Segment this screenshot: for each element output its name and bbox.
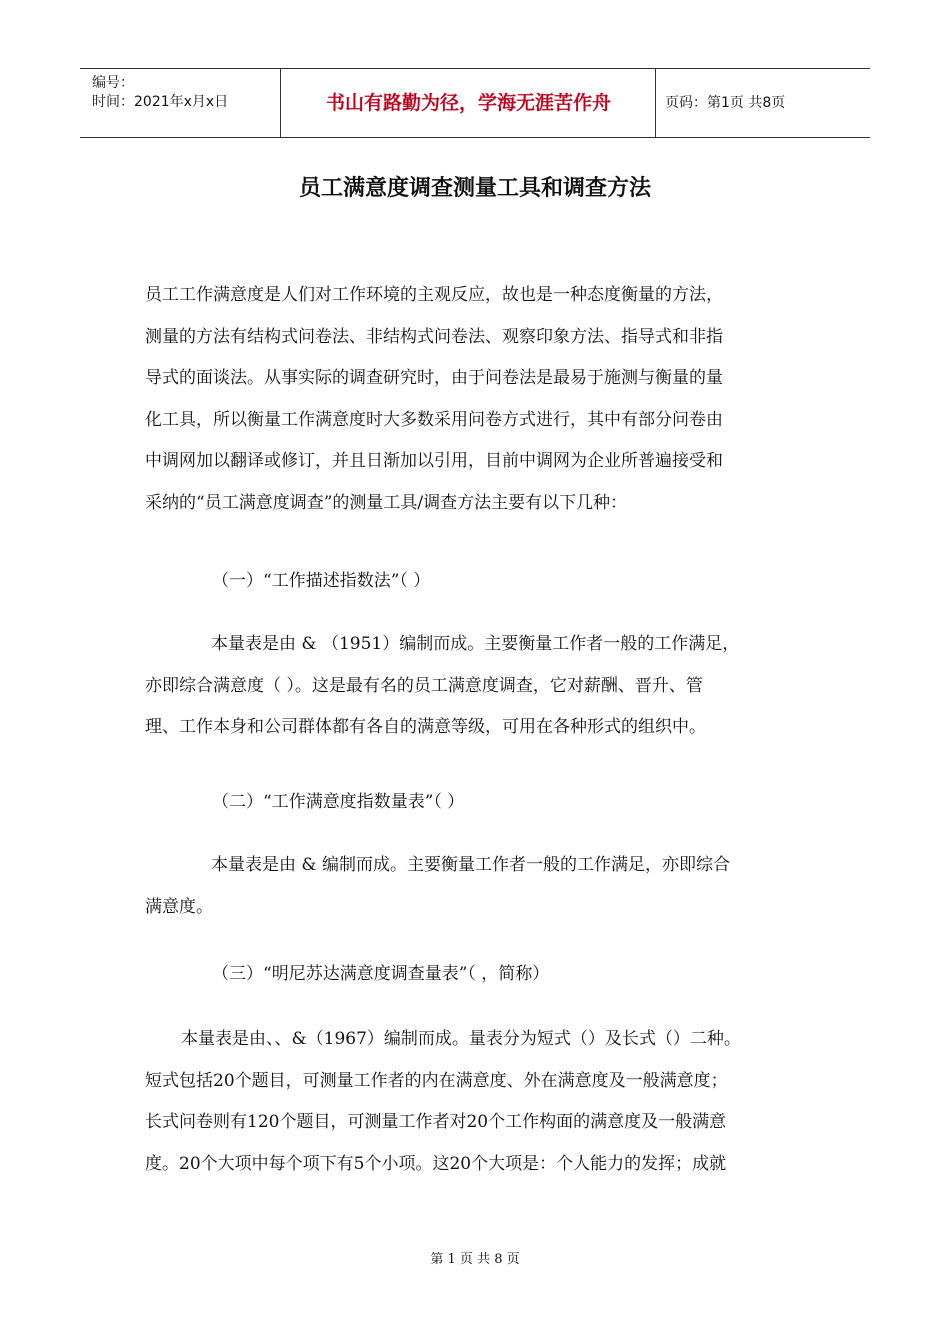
paragraph-line: 导式的面谈法。从事实际的调查研究时，由于问卷法是最易于施测与衡量的量 — [145, 368, 723, 388]
header-motto: 书山有路勤为径，学海无涯苦作舟 — [325, 92, 611, 114]
paragraph-line: 亦即综合满意度（ ）。这是最有名的员工满意度调查，它对薪酬、晋升、管 — [145, 675, 703, 696]
section-heading-text: （三）“明尼苏达满意度调查量表”（ ，简称） — [212, 964, 550, 984]
header-divider-left — [280, 69, 281, 137]
paragraph-line: 本量表是由 & （1951）编制而成。主要衡量工作者一般的工作满足， — [211, 634, 740, 654]
paragraph-line: 员工工作满意度是人们对工作环境的主观反应，故也是一种态度衡量的方法， — [145, 285, 723, 305]
section-3-paragraph — [145, 1019, 810, 1185]
paragraph-line: 满意度。 — [145, 896, 213, 917]
section-heading-3 — [212, 954, 877, 996]
paragraph-line: 采纳的“员工满意度调查”的测量工具/调查方法主要有以下几种： — [145, 492, 628, 513]
paragraph-line: 长式问卷则有120个题目，可测量工作者对20个工作构面的满意度及一般满意 — [145, 1112, 727, 1132]
paragraph-line: 短式包括20个题目，可测量工作者的内在满意度、外在满意度及一般满意度； — [145, 1070, 728, 1091]
document-date-label: 时间：2021年x月x日 — [92, 94, 229, 110]
page-footer: 第 1 页 共 8 页 — [430, 1252, 520, 1267]
section-heading-1 — [212, 561, 877, 603]
paragraph-line: 本量表是由、、&（1967）编制而成。量表分为短式（）及长式（）二种。 — [181, 1029, 741, 1049]
section-heading-text: （一）“工作描述指数法”（ ） — [212, 571, 431, 591]
document-title: 员工满意度调查测量工具和调查方法 — [298, 176, 651, 201]
document-number-label: 编号： — [92, 75, 134, 91]
header-divider-right — [655, 69, 656, 137]
paragraph-line: 化工具，所以衡量工作满意度时大多数采用问卷方式进行，其中有部分问卷由 — [145, 409, 723, 430]
header-page-indicator: 页码：第1页 共8页 — [665, 95, 786, 111]
paragraph-line: 理、工作本身和公司群体都有各自的满意等级，可用在各种形式的组织中。 — [145, 717, 706, 737]
paragraph-line: 中调网加以翻译或修订，并且日渐加以引用，目前中调网为企业所普遍接受和 — [145, 451, 723, 471]
paragraph-line: 测量的方法有结构式问卷法、非结构式问卷法、观察印象方法、指导式和非指 — [145, 326, 723, 347]
paragraph-line: 本量表是由 & 编制而成。主要衡量工作者一般的工作满足，亦即综合 — [211, 855, 730, 875]
page-header — [80, 68, 870, 138]
section-heading-text: （二）“工作满意度指数量表”（ ） — [212, 792, 465, 812]
section-1-paragraph — [145, 624, 810, 749]
section-2-paragraph — [145, 845, 810, 928]
intro-paragraph — [145, 275, 810, 524]
paragraph-line: 度。20个大项中每个项下有5个小项。这20个大项是：个人能力的发挥；成就 — [145, 1153, 727, 1174]
section-heading-2 — [212, 782, 877, 824]
